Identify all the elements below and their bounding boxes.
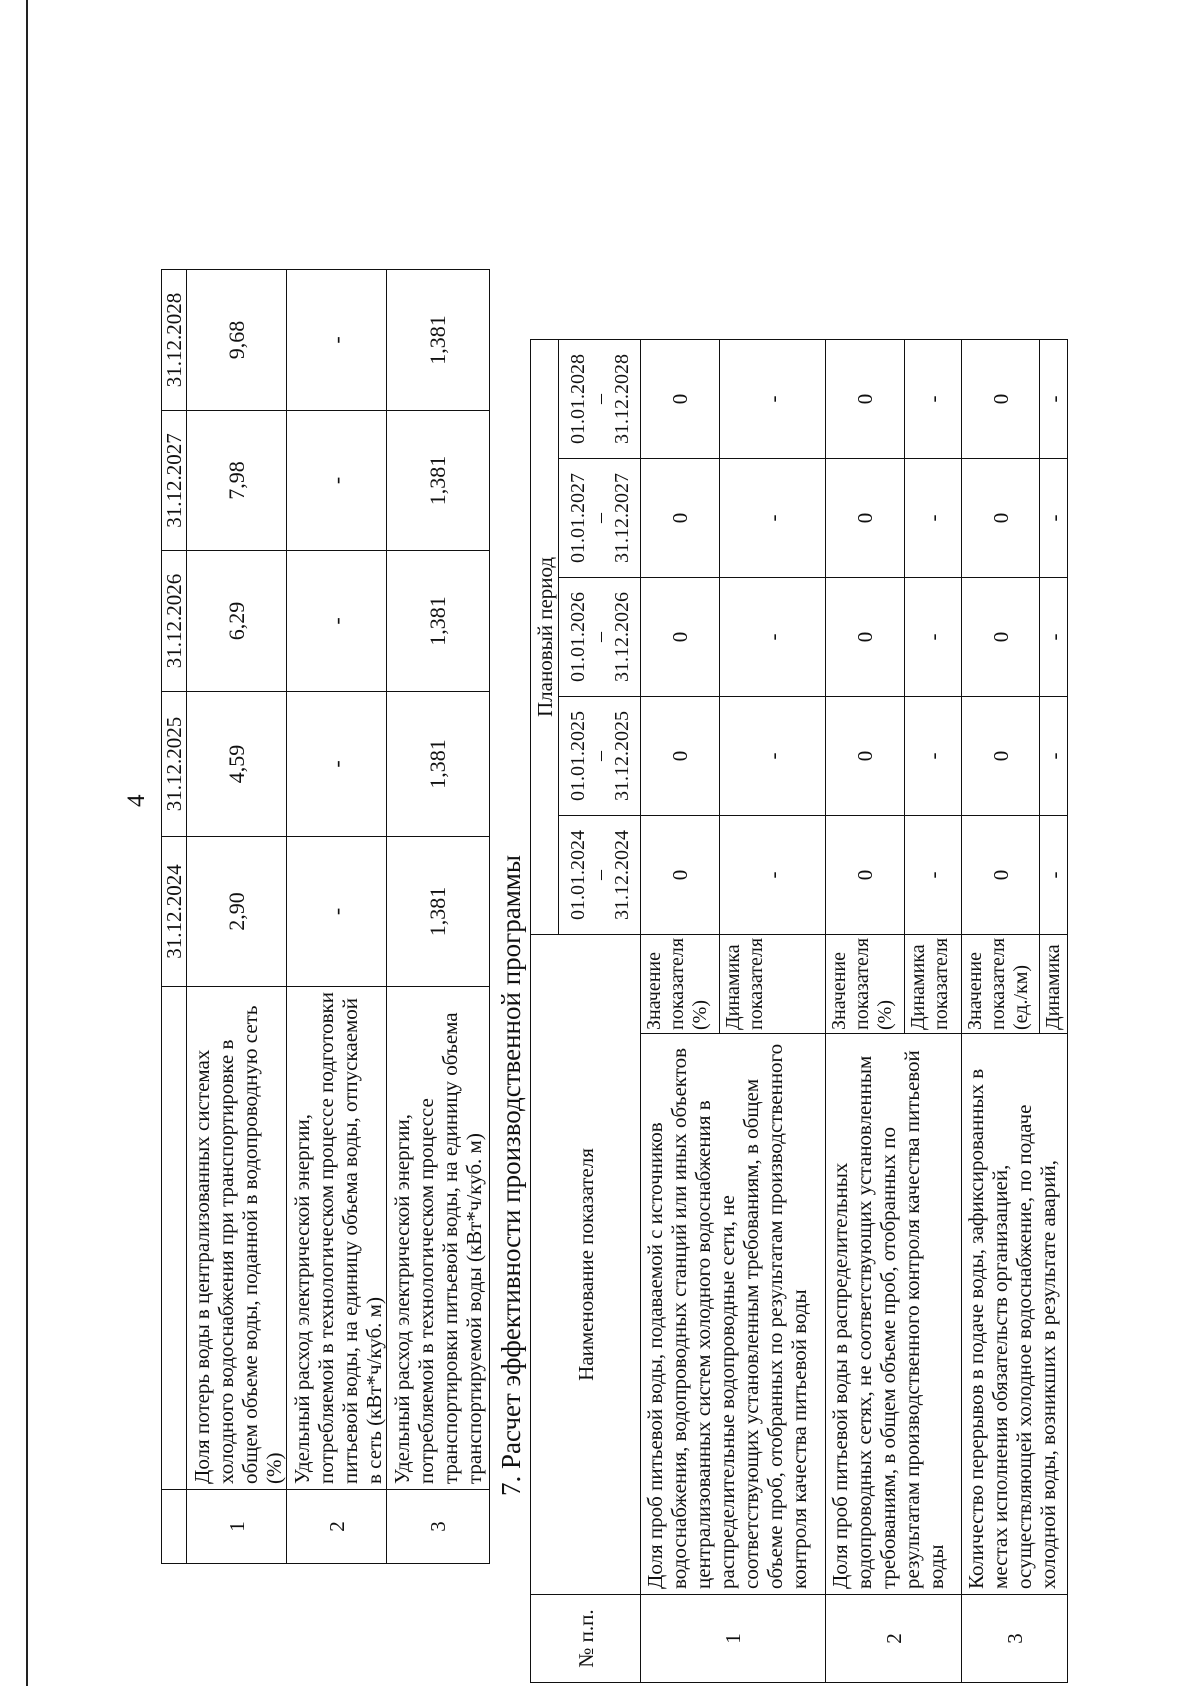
- table-header-cell: 31.12.2028: [162, 270, 187, 411]
- indicator-value: -: [287, 692, 387, 837]
- indicator-name: Доля потерь воды в централизованных системах холодного водоснабжения при транспортировке в общем объеме воды, поданной в водопроводную сеть (%): [187, 987, 287, 1490]
- page-number: 4: [123, 794, 150, 807]
- indicator-value: 7,98: [187, 411, 287, 551]
- indicator-value: 1,381: [387, 551, 490, 692]
- table-row: [962, 339, 1040, 1682]
- dynamics-value: -: [720, 577, 826, 696]
- dynamics-value: -: [1040, 577, 1068, 696]
- period-header: 01.01.2025 – 31.12.2025: [559, 696, 641, 815]
- table-row: [287, 270, 387, 1564]
- indicator-name: Удельный расход электрической энергии, потребляемой в технологическом процессе транспортировки питьевой воды, на единицу объема транспортируемой воды (кВт*ч/куб. м): [387, 987, 490, 1490]
- row-number: 3: [962, 1595, 1068, 1683]
- dynamics-label: Динамика показателя: [720, 934, 826, 1033]
- indicator-value: 1,381: [387, 692, 490, 837]
- value-label: Значение показателя (ед./км): [962, 934, 1040, 1033]
- table-row: [387, 270, 490, 1564]
- table-row: [826, 339, 905, 1682]
- indicator-value: 0: [641, 696, 720, 815]
- row-number: 3: [387, 1490, 490, 1564]
- indicator-value: 0: [826, 458, 905, 577]
- program-efficiency-table: [530, 339, 1068, 1683]
- indicator-value: 4,59: [187, 692, 287, 837]
- indicator-name: Удельный расход электрической энергии, потребляемой в технологическом процессе подготовки питьевой воды, на единицу объема воды, отпускаемой в сеть (кВт*ч/куб. м): [287, 987, 387, 1490]
- indicator-value: 0: [826, 696, 905, 815]
- indicator-value: 0: [962, 577, 1040, 696]
- dynamics-value: -: [905, 458, 962, 577]
- indicator-value: 1,381: [387, 270, 490, 411]
- table-header-row: [531, 339, 559, 1682]
- section-title: 7. Расчет эффективности производственной программы: [496, 854, 526, 1496]
- table-header-cell: 31.12.2027: [162, 411, 187, 551]
- header-indicator-name: Наименование показателя: [531, 934, 641, 1594]
- indicator-value: 0: [962, 339, 1040, 458]
- period-header: 01.01.2027 – 31.12.2027: [559, 458, 641, 577]
- row-number: 1: [641, 1595, 826, 1683]
- indicator-value: 0: [826, 577, 905, 696]
- indicators-table: [161, 269, 490, 1564]
- table-row: [187, 270, 287, 1564]
- dynamics-value: -: [1040, 339, 1068, 458]
- dynamics-value: -: [905, 339, 962, 458]
- value-label: Значение показателя (%): [641, 934, 720, 1033]
- indicator-value: -: [287, 411, 387, 551]
- table-header-cell: [162, 1490, 187, 1564]
- row-number: 2: [826, 1595, 962, 1683]
- table-row: [641, 339, 720, 1682]
- table-header-cell: 31.12.2025: [162, 692, 187, 837]
- dynamics-value: -: [720, 339, 826, 458]
- indicator-name: Доля проб питьевой воды в распределительных водопроводных сетях, не соответствующих установленным требованиям, в общем объеме проб, отобранных по результатам производственного контроля качества питьевой воды: [826, 1034, 962, 1595]
- table-header-cell: [162, 987, 187, 1490]
- dynamics-label: Динамика показателя: [905, 934, 962, 1033]
- dynamics-value: -: [905, 815, 962, 934]
- indicator-name: Количество перерывов в подаче воды, зафиксированных в местах исполнения обязательств организацией, осуществляющей холодное водоснабжение, по подаче холодной воды, возникших в результате аварий,: [962, 1034, 1068, 1595]
- period-header: 01.01.2028 – 31.12.2028: [559, 339, 641, 458]
- dynamics-value: -: [1040, 815, 1068, 934]
- indicator-value: 2,90: [187, 837, 287, 987]
- dynamics-value: -: [720, 815, 826, 934]
- indicator-value: 0: [826, 815, 905, 934]
- indicator-value: -: [287, 551, 387, 692]
- dynamics-value: -: [905, 696, 962, 815]
- indicator-name: Доля проб питьевой воды, подаваемой с источников водоснабжения, водопроводных станций или иных объектов централизованных систем холодного водоснабжения в распределительные водопроводные сети, не соответствующих установленным требованиям, в общем объеме проб, отобранных по результатам производственного контроля качества питьевой воды: [641, 1034, 826, 1595]
- row-number: 2: [287, 1490, 387, 1564]
- indicator-value: 0: [641, 815, 720, 934]
- dynamics-value: -: [1040, 458, 1068, 577]
- indicator-value: 0: [962, 458, 1040, 577]
- indicator-value: 0: [641, 339, 720, 458]
- dynamics-label: Динамика: [1040, 934, 1068, 1033]
- row-number: 1: [187, 1490, 287, 1564]
- indicator-value: -: [287, 270, 387, 411]
- period-header: 01.01.2026 – 31.12.2026: [559, 577, 641, 696]
- table-header-cell: 31.12.2024: [162, 837, 187, 987]
- period-header: 01.01.2024 – 31.12.2024: [559, 815, 641, 934]
- dynamics-value: -: [1040, 696, 1068, 815]
- indicator-value: 1,381: [387, 837, 490, 987]
- table-header-row: [162, 270, 187, 1564]
- indicator-value: 0: [962, 696, 1040, 815]
- indicator-value: 6,29: [187, 551, 287, 692]
- dynamics-value: -: [905, 577, 962, 696]
- dynamics-value: -: [720, 696, 826, 815]
- indicator-value: -: [287, 837, 387, 987]
- dynamics-value: -: [720, 458, 826, 577]
- header-planned-period: Плановый период: [531, 339, 559, 934]
- indicator-value: 0: [641, 458, 720, 577]
- header-number: № п.п.: [531, 1595, 641, 1683]
- indicator-value: 0: [962, 815, 1040, 934]
- value-label: Значение показателя (%): [826, 934, 905, 1033]
- indicator-value: 9,68: [187, 270, 287, 411]
- indicator-value: 0: [641, 577, 720, 696]
- indicator-value: 0: [826, 339, 905, 458]
- table-header-cell: 31.12.2026: [162, 551, 187, 692]
- indicator-value: 1,381: [387, 411, 490, 551]
